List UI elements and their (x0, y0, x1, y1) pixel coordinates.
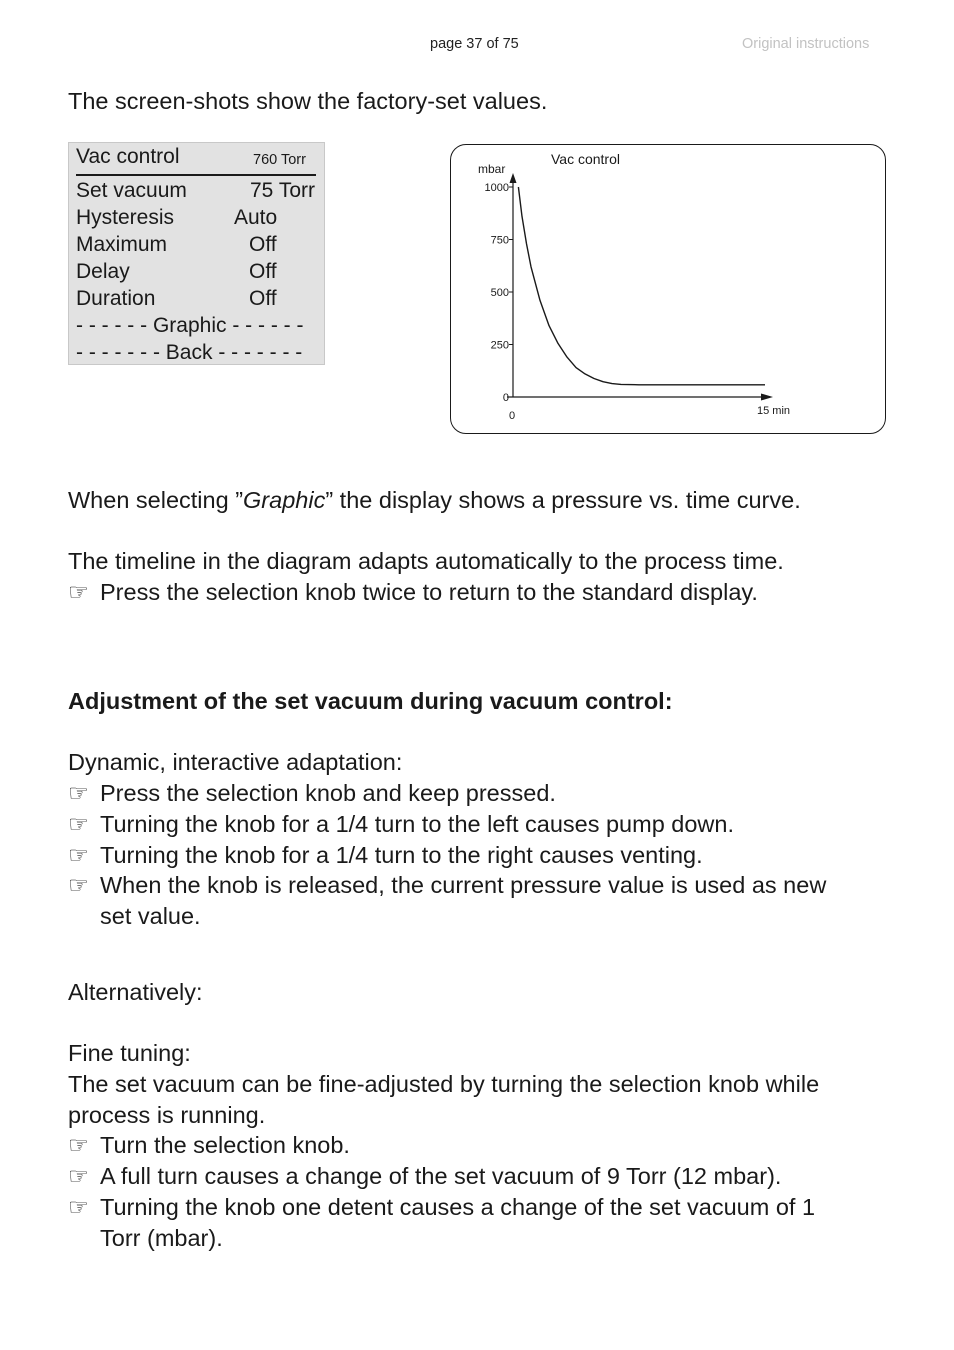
vac-control-menu (68, 142, 325, 365)
list-item (68, 840, 703, 871)
graphic-text-after: ” the display shows a pressure vs. time curve. (325, 487, 801, 513)
menu-row-value: Auto (234, 206, 278, 229)
y-tick-label: 1000 (484, 182, 509, 194)
list-item (68, 778, 556, 809)
pressure-curve (518, 187, 765, 385)
menu-back-item[interactable]: - - - - - - - Back - - - - - - - (76, 341, 303, 364)
list-item-text: Turning the knob for a 1/4 turn to the left causes pump down. (100, 811, 735, 837)
menu-pressure: 760 Torr (253, 152, 306, 168)
pointing-hand-icon: ☞ (68, 1194, 90, 1220)
pressure-chart (450, 144, 886, 434)
fine-tuning-description: The set vacuum can be fine-adjusted by turning the selection knob while (68, 1071, 820, 1097)
pointing-hand-icon: ☞ (68, 780, 90, 806)
menu-title: Vac control (76, 145, 180, 168)
x-tick-label: 0 (509, 410, 516, 422)
pointing-hand-icon: ☞ (68, 1163, 90, 1189)
graphic-text-emphasis: Graphic (243, 487, 326, 513)
list-item-text: Press the selection knob twice to return to the standard display. (100, 579, 758, 605)
menu-row-label[interactable]: Maximum (76, 233, 168, 256)
list-item (68, 809, 734, 840)
list-item (68, 577, 758, 608)
y-tick-label: 0 (502, 392, 509, 404)
list-item-text: When the knob is released, the current pressure value is used as new (100, 872, 827, 898)
list-item-text: Press the selection knob and keep pressed. (100, 780, 556, 806)
menu-row-label[interactable]: Set vacuum (76, 179, 187, 202)
pointing-hand-icon: ☞ (68, 579, 90, 605)
menu-row-label[interactable]: Duration (76, 287, 156, 310)
menu-row-value: Off (249, 260, 277, 283)
list-item (68, 1192, 815, 1223)
list-item-continuation: set value. (100, 903, 201, 929)
list-item (68, 870, 826, 901)
timeline-paragraph: The timeline in the diagram adapts automatically to the process time. (68, 548, 784, 574)
alternatively-label: Alternatively: (68, 979, 203, 1005)
menu-row-label[interactable]: Delay (76, 260, 130, 283)
document-type: Original instructions (742, 36, 870, 52)
menu-row-label[interactable]: Hysteresis (76, 206, 175, 229)
graphic-paragraph (68, 485, 801, 516)
intro-text: The screen-shots show the factory-set values. (68, 88, 548, 114)
list-item-text: Turning the knob for a 1/4 turn to the right causes venting. (100, 842, 703, 868)
list-item (68, 1161, 781, 1192)
pointing-hand-icon: ☞ (68, 872, 90, 898)
menu-graphic-item[interactable]: - - - - - - Graphic - - - - - - (76, 314, 304, 337)
chart-title: Vac control (551, 151, 620, 167)
list-item-text: Turn the selection knob. (100, 1132, 350, 1158)
menu-row-value: Off (249, 287, 277, 310)
pointing-hand-icon: ☞ (68, 842, 90, 868)
graphic-text-before: When selecting ” (68, 487, 244, 513)
pointing-hand-icon: ☞ (68, 1132, 90, 1158)
y-tick-label: 750 (490, 234, 509, 247)
menu-row-value: Off (249, 233, 277, 256)
x-axis-arrow (761, 394, 773, 401)
pointing-hand-icon: ☞ (68, 811, 90, 837)
pressure-chart-svg (451, 145, 887, 435)
menu-row-value: 75 Torr (250, 179, 315, 202)
y-tick-label: 500 (490, 287, 509, 299)
y-tick-label: 250 (490, 339, 509, 352)
menu-divider (76, 174, 316, 176)
list-item (68, 1130, 350, 1161)
fine-tuning-description: process is running. (68, 1102, 266, 1128)
x-tick-label: 15 min (757, 405, 791, 417)
y-axis-label: mbar (478, 162, 506, 176)
list-item-text: Turning the knob one detent causes a change of the set vacuum of 1 (100, 1194, 816, 1220)
page-number: page 37 of 75 (430, 36, 519, 52)
dynamic-label: Dynamic, interactive adaptation: (68, 749, 403, 775)
list-item-text: A full turn causes a change of the set vacuum of 9 Torr (12 mbar). (100, 1163, 782, 1189)
list-item-continuation: Torr (mbar). (100, 1225, 223, 1251)
y-axis-arrow (510, 173, 517, 183)
section-heading: Adjustment of the set vacuum during vacuum control: (68, 688, 673, 714)
fine-tuning-label: Fine tuning: (68, 1040, 191, 1066)
